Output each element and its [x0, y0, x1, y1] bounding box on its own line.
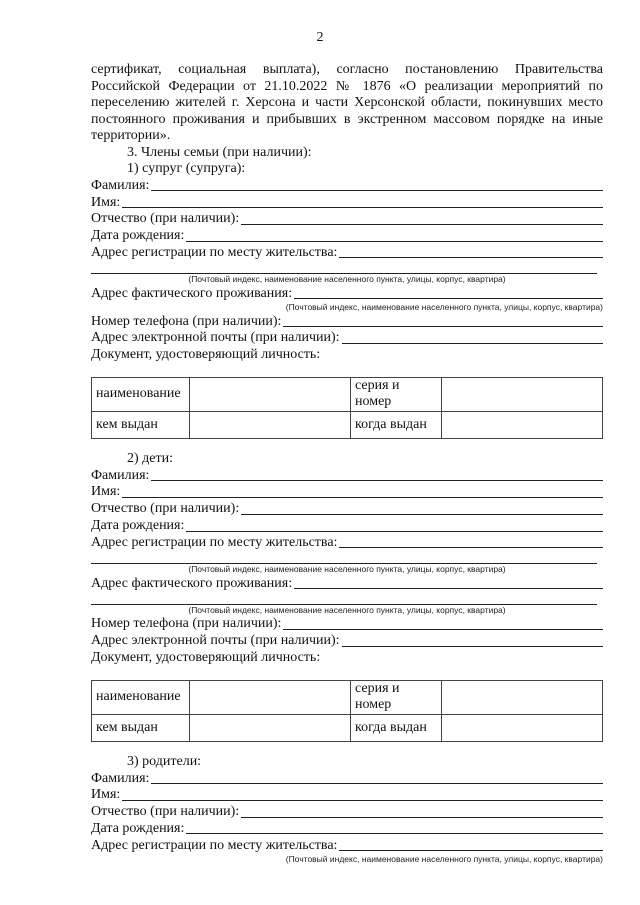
input-line[interactable]: [186, 241, 603, 242]
doc-issued-by-cell[interactable]: [190, 714, 351, 741]
spouse-actual-address-field[interactable]: [91, 285, 603, 302]
field-label: Адрес регистрации по месту жительства:: [91, 534, 338, 550]
doc-issued-when-label: когда выдан: [351, 411, 442, 438]
field-label: Номер телефона (при наличии):: [91, 616, 282, 632]
doc-issued-when-label: когда выдан: [351, 714, 442, 741]
child-phone-field[interactable]: [91, 616, 603, 633]
parents-section: [91, 754, 603, 865]
spouse-phone-field[interactable]: [91, 313, 603, 330]
child-name-field[interactable]: [91, 484, 603, 501]
parent-birthdate-field[interactable]: [91, 821, 603, 838]
spouse-patronymic-field[interactable]: [91, 211, 603, 228]
child-surname-field[interactable]: [91, 467, 603, 484]
input-line[interactable]: [186, 833, 603, 834]
doc-name-label: наименование: [92, 680, 190, 714]
children-section: [91, 451, 603, 742]
child-id-doc-table: [91, 680, 603, 742]
input-line[interactable]: [151, 480, 603, 481]
doc-name-cell[interactable]: [190, 377, 351, 411]
parent-name-field[interactable]: [91, 787, 603, 804]
field-label: Дата рождения:: [91, 820, 185, 836]
field-label: Адрес электронной почты (при наличии):: [91, 633, 340, 649]
field-label: Адрес регистрации по месту жительства:: [91, 837, 338, 853]
address-hint: (Почтовый индекс, наименование населенного пункта, улицы, корпус, квартира): [188, 605, 506, 616]
input-line[interactable]: [283, 326, 603, 327]
doc-name-label: наименование: [92, 377, 190, 411]
form-content: [91, 62, 603, 865]
input-line[interactable]: [342, 646, 603, 647]
field-label: Фамилия:: [91, 177, 150, 193]
address-hint: (Почтовый индекс, наименование населенного пункта, улицы, корпус, квартира): [188, 564, 506, 575]
field-label: Имя:: [91, 484, 121, 500]
id-doc-label: Документ, удостоверяющий личность:: [91, 346, 321, 362]
field-label: Номер телефона (при наличии):: [91, 313, 282, 329]
spouse-reg-address-field[interactable]: [91, 245, 603, 262]
address-continuation-line[interactable]: [91, 261, 597, 274]
doc-issued-when-cell[interactable]: [442, 411, 603, 438]
field-label: Имя:: [91, 194, 121, 210]
address-hint: (Почтовый индекс, наименование населенного пункта, улицы, корпус, квартира): [285, 302, 603, 313]
page-number: 2: [316, 30, 324, 45]
field-label: Отчество (при наличии):: [91, 804, 240, 820]
parents-title: 3) родители:: [127, 753, 202, 769]
parent-reg-address-field[interactable]: [91, 837, 603, 854]
section-title: 3. Члены семьи (при наличии):: [127, 144, 312, 160]
field-label: Адрес электронной почты (при наличии):: [91, 330, 340, 346]
address-hint: (Почтовый индекс, наименование населенного пункта, улицы, корпус, квартира): [188, 274, 506, 285]
input-line[interactable]: [151, 190, 603, 191]
spouse-id-doc-table: [91, 377, 603, 439]
doc-series-cell[interactable]: [442, 680, 603, 714]
input-line[interactable]: [342, 343, 603, 344]
spouse-section: [91, 161, 603, 439]
child-patronymic-field[interactable]: [91, 501, 603, 518]
input-line[interactable]: [241, 514, 603, 515]
doc-issued-by-label: кем выдан: [92, 714, 190, 741]
field-label: Фамилия:: [91, 770, 150, 786]
child-birthdate-field[interactable]: [91, 518, 603, 535]
doc-issued-by-cell[interactable]: [190, 411, 351, 438]
input-line[interactable]: [241, 224, 603, 225]
input-line[interactable]: [283, 629, 603, 630]
doc-issued-by-label: кем выдан: [92, 411, 190, 438]
parent-patronymic-field[interactable]: [91, 804, 603, 821]
doc-series-label: серия и номер: [351, 680, 442, 714]
field-label: Дата рождения:: [91, 228, 185, 244]
input-line[interactable]: [122, 207, 603, 208]
field-label: Отчество (при наличии):: [91, 211, 240, 227]
address-hint: (Почтовый индекс, наименование населенного пункта, улицы, корпус, квартира): [285, 854, 603, 865]
field-label: Дата рождения:: [91, 518, 185, 534]
intro-paragraph: сертификат, социальная выплата), согласно постановлению Правительства Российской Федерации от 21.10.2022 № 1876 «О реализации мероприятий по переселению жителей г. Херсона и части Херсонской области, покинувших место постоянного проживания и прибывших в экстренном массовом порядке на иные территории».: [91, 62, 603, 143]
child-actual-address-field[interactable]: [91, 575, 603, 592]
parent-surname-field[interactable]: [91, 770, 603, 787]
doc-issued-when-cell[interactable]: [442, 714, 603, 741]
input-line[interactable]: [122, 800, 603, 801]
input-line[interactable]: [339, 257, 603, 258]
field-label: Имя:: [91, 787, 121, 803]
child-email-field[interactable]: [91, 633, 603, 650]
id-doc-label: Документ, удостоверяющий личность:: [91, 649, 321, 665]
child-reg-address-field[interactable]: [91, 535, 603, 552]
spouse-birthdate-field[interactable]: [91, 228, 603, 245]
input-line[interactable]: [122, 497, 603, 498]
input-line[interactable]: [151, 783, 603, 784]
input-line[interactable]: [186, 531, 603, 532]
field-label: Отчество (при наличии):: [91, 501, 240, 517]
spouse-name-field[interactable]: [91, 194, 603, 211]
input-line[interactable]: [294, 298, 603, 299]
field-label: Адрес фактического проживания:: [91, 285, 293, 301]
children-title: 2) дети:: [127, 450, 173, 466]
address-continuation-line[interactable]: [91, 551, 597, 564]
doc-name-cell[interactable]: [190, 680, 351, 714]
doc-series-cell[interactable]: [442, 377, 603, 411]
spouse-title: 1) супруг (супруга):: [127, 161, 246, 176]
input-line[interactable]: [294, 588, 603, 589]
input-line[interactable]: [241, 817, 603, 818]
spouse-surname-field[interactable]: [91, 178, 603, 195]
spouse-email-field[interactable]: [91, 330, 603, 347]
field-label: Фамилия:: [91, 467, 150, 483]
doc-series-label: серия и номер: [351, 377, 442, 411]
field-label: Адрес фактического проживания:: [91, 575, 293, 591]
input-line[interactable]: [339, 850, 603, 851]
address-continuation-line[interactable]: [91, 592, 597, 605]
input-line[interactable]: [339, 547, 603, 548]
field-label: Адрес регистрации по месту жительства:: [91, 244, 338, 260]
